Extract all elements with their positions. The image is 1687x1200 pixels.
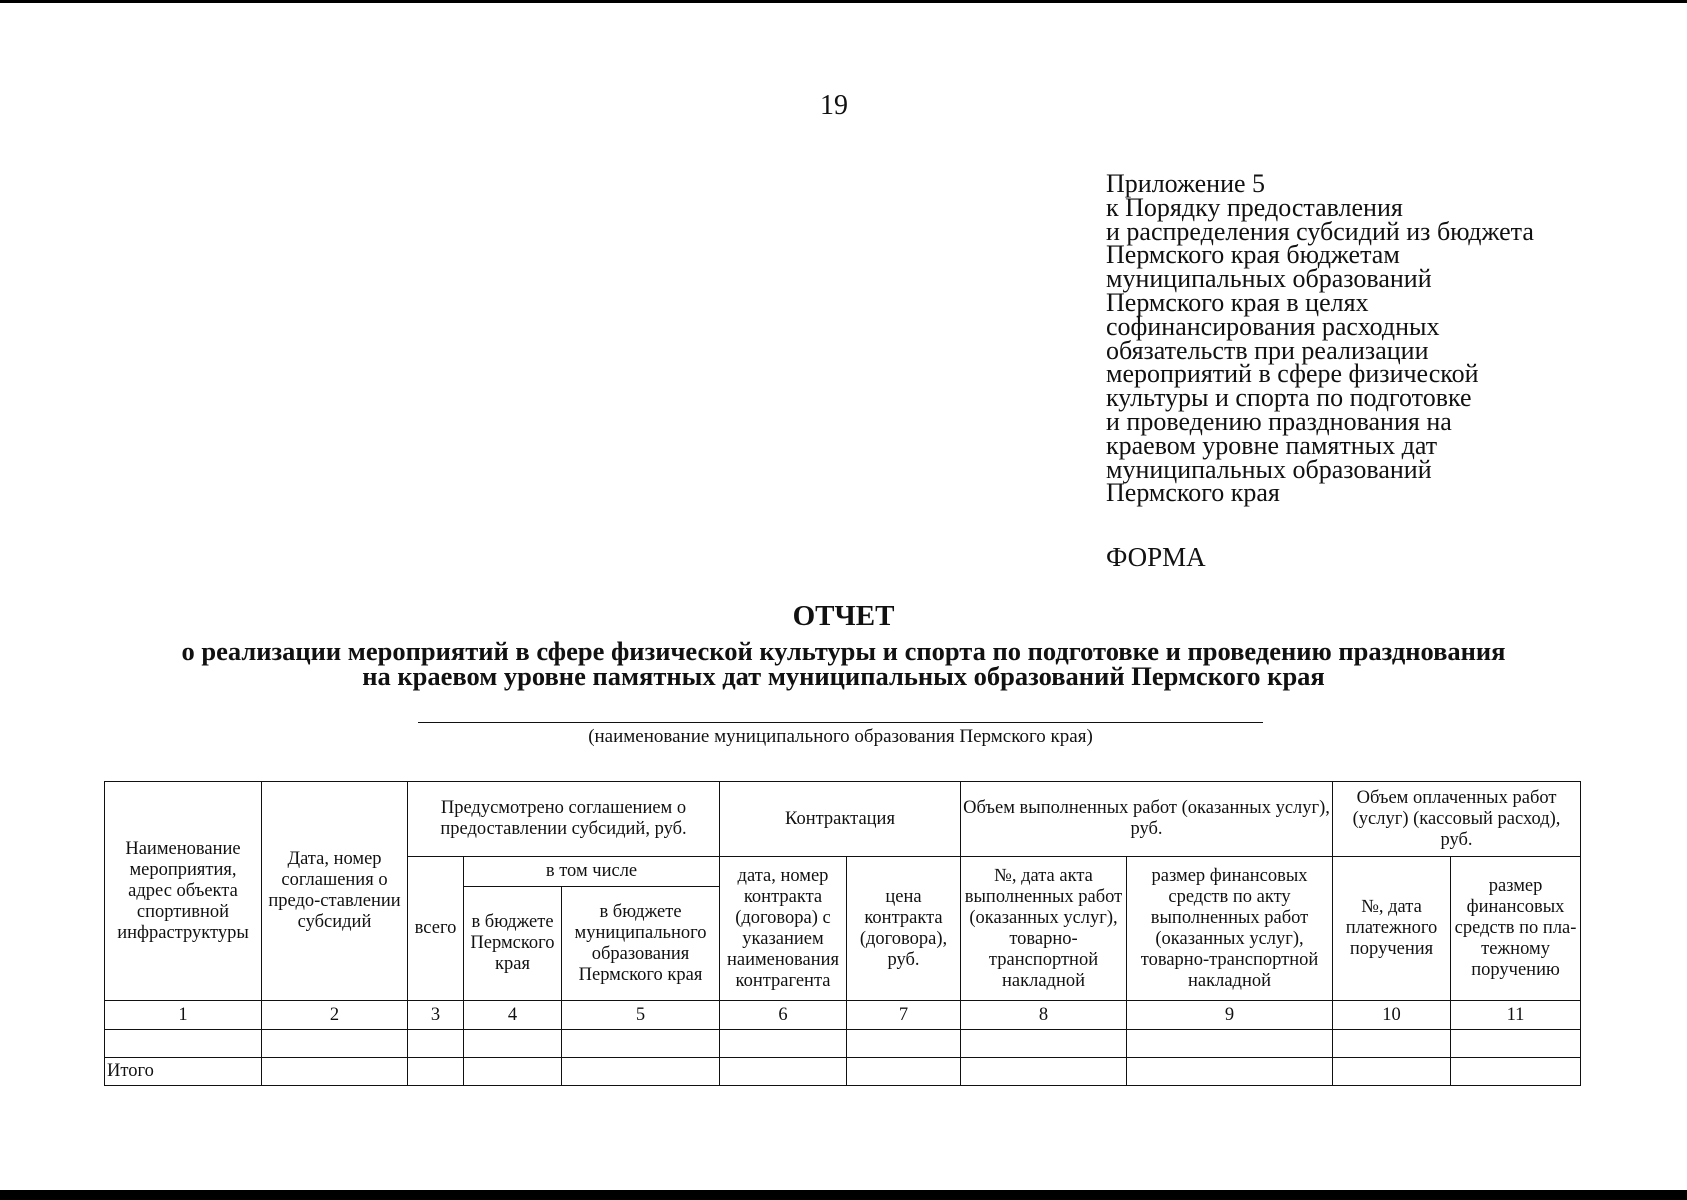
total-row <box>105 1058 1581 1086</box>
empty-cell <box>408 1030 464 1058</box>
empty-cell <box>1127 1058 1333 1086</box>
header-regional-budget: в бюджете Пермского края <box>464 887 562 1001</box>
column-number: 9 <box>1127 1001 1333 1030</box>
column-number: 8 <box>961 1001 1127 1030</box>
header-subsidy-group: Предусмотрено соглашением о предоставлении субсидий, руб. <box>408 782 720 857</box>
empty-cell <box>562 1030 720 1058</box>
header-contract-date: дата, номер контракта (договора) с указанием наименования контрагента <box>720 857 847 1001</box>
column-number: 11 <box>1451 1001 1581 1030</box>
empty-cell <box>408 1058 464 1086</box>
header-including: в том числе <box>464 857 720 887</box>
empty-cell <box>847 1058 961 1086</box>
column-number: 1 <box>105 1001 262 1030</box>
column-number: 2 <box>262 1001 408 1030</box>
empty-cell <box>262 1030 408 1058</box>
header-paid-group: Объем оплаченных работ (услуг) (кассовый расход), руб. <box>1333 782 1581 857</box>
column-number: 10 <box>1333 1001 1451 1030</box>
report-table <box>104 781 1581 1086</box>
appendix-note: Приложение 5 к Порядку предоставления и распределения субсидий из бюджета Пермского края бюджетам муниципальных образований Пермского края в целях софинансирования расходных обязательств при реализации мероприятий в сфере физической культуры и спорта по подготовке и проведению празднования на краевом уровне памятных дат муниципальных образований Пермского края <box>1106 169 1534 508</box>
column-number: 4 <box>464 1001 562 1030</box>
empty-cell <box>1451 1030 1581 1058</box>
page-number: 19 <box>820 90 848 121</box>
form-label: ФОРМА <box>1106 542 1206 572</box>
header-total: всего <box>408 857 464 1001</box>
empty-cell <box>1451 1058 1581 1086</box>
empty-cell <box>562 1058 720 1086</box>
empty-cell <box>464 1030 562 1058</box>
empty-cell <box>847 1030 961 1058</box>
header-agreement: Дата, номер соглашения о предо-ставлении субсидий <box>262 782 408 1001</box>
empty-cell <box>464 1058 562 1086</box>
empty-cell <box>105 1030 262 1058</box>
header-act-date: №, дата акта выполненных работ (оказанных услуг), товарно-транспортной накладной <box>961 857 1127 1001</box>
report-title: ОТЧЕТ <box>792 600 895 632</box>
empty-cell <box>961 1058 1127 1086</box>
header-event: Наименование мероприятия, адрес объекта спортивной инфраструктуры <box>105 782 262 1001</box>
header-payment-order: №, дата платежного поручения <box>1333 857 1451 1001</box>
header-payment-amount: размер финансовых средств по пла-тежному поручению <box>1451 857 1581 1001</box>
header-contract-price: цена контракта (договора), руб. <box>847 857 961 1001</box>
column-number: 7 <box>847 1001 961 1030</box>
report-subtitle: о реализации мероприятий в сфере физической культуры и спорта по подготовке и проведению празднования на краевом уровне памятных дат муниципальных образований Пермского края <box>181 636 1506 691</box>
column-number: 5 <box>562 1001 720 1030</box>
table-row <box>105 1030 1581 1058</box>
header-act-amount: размер финансовых средств по акту выполненных работ (оказанных услуг), товарно-транспортной накладной <box>1127 857 1333 1001</box>
empty-cell <box>720 1058 847 1086</box>
column-number: 6 <box>720 1001 847 1030</box>
municipality-name-line <box>418 722 1263 723</box>
municipality-caption: (наименование муниципального образования Пермского края) <box>588 726 1093 747</box>
empty-cell <box>262 1058 408 1086</box>
empty-cell <box>1333 1030 1451 1058</box>
header-contracting-group: Контрактация <box>720 782 961 857</box>
column-number: 3 <box>408 1001 464 1030</box>
scan-bottom-edge <box>0 1190 1687 1200</box>
header-municipal-budget: в бюджете муниципального образования Пермского края <box>562 887 720 1001</box>
total-label: Итого <box>105 1058 262 1086</box>
empty-cell <box>720 1030 847 1058</box>
scan-top-edge <box>0 0 1687 3</box>
header-completed-group: Объем выполненных работ (оказанных услуг), руб. <box>961 782 1333 857</box>
empty-cell <box>961 1030 1127 1058</box>
empty-cell <box>1333 1058 1451 1086</box>
empty-cell <box>1127 1030 1333 1058</box>
